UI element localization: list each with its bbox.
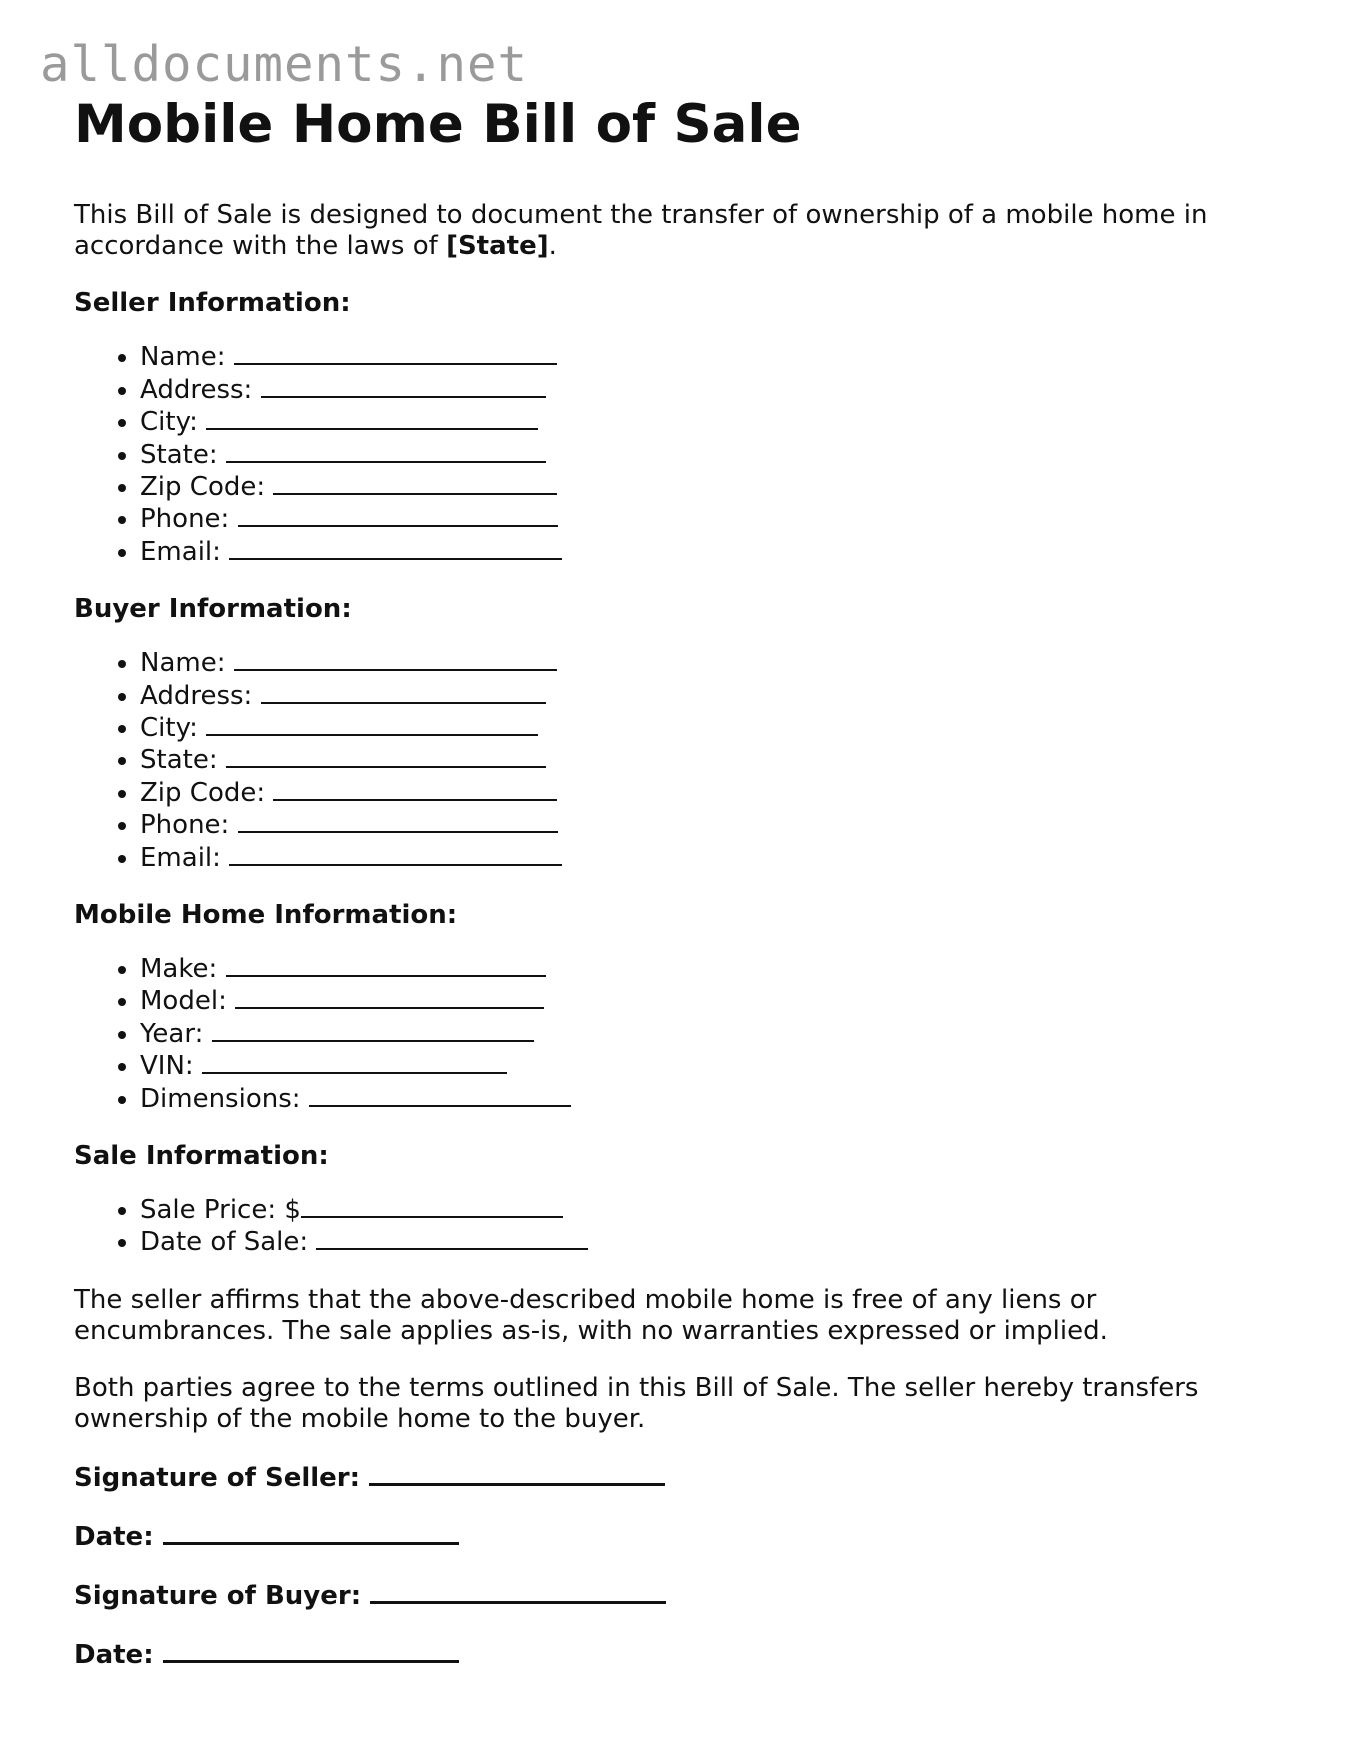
buyer-name-field xyxy=(140,647,1294,679)
seller-city-field xyxy=(140,406,1294,438)
home-year-blank[interactable] xyxy=(212,1018,534,1042)
home-vin-blank[interactable] xyxy=(202,1050,507,1074)
seller-email-field xyxy=(140,536,1294,568)
buyer-date-line xyxy=(74,1638,1294,1671)
field-label: City: xyxy=(140,712,198,743)
seller-address-blank[interactable] xyxy=(261,374,546,398)
state-placeholder: [State] xyxy=(446,231,549,262)
intro-text: This Bill of Sale is designed to document the transfer of ownership of a mobile home in accordance with the laws of xyxy=(74,200,1208,262)
seller-zip-field xyxy=(140,471,1294,503)
field-label: State: xyxy=(140,745,218,776)
watermark: alldocuments.net xyxy=(40,36,529,93)
field-label: Dimensions: xyxy=(140,1083,301,1114)
seller-name-field xyxy=(140,341,1294,373)
field-label: Zip Code: xyxy=(140,777,266,808)
sale-field-list xyxy=(74,1194,1294,1259)
home-model-blank[interactable] xyxy=(235,985,544,1009)
field-label: Make: xyxy=(140,953,218,984)
buyer-city-blank[interactable] xyxy=(206,712,538,736)
field-label: Date of Sale: xyxy=(140,1227,309,1258)
seller-signature-blank[interactable] xyxy=(369,1461,665,1486)
home-make-field xyxy=(140,953,1294,985)
field-label: Name: xyxy=(140,648,226,679)
seller-signature-label: Signature of Seller: xyxy=(74,1462,361,1493)
field-label: Email: xyxy=(140,536,221,567)
buyer-address-blank[interactable] xyxy=(261,680,546,704)
field-label: Name: xyxy=(140,342,226,373)
buyer-signature-label: Signature of Buyer: xyxy=(74,1580,362,1611)
buyer-phone-field xyxy=(140,809,1294,841)
intro-end: . xyxy=(548,231,557,262)
sale-date-field xyxy=(140,1226,1294,1258)
buyer-city-field xyxy=(140,712,1294,744)
sale-date-blank[interactable] xyxy=(316,1226,588,1250)
buyer-date-blank[interactable] xyxy=(163,1638,459,1663)
field-label: Phone: xyxy=(140,504,230,535)
field-label: Sale Price: $ xyxy=(140,1195,301,1226)
field-label: Address: xyxy=(140,680,253,711)
field-label: Address: xyxy=(140,374,253,405)
buyer-field-list xyxy=(74,647,1294,874)
buyer-zip-blank[interactable] xyxy=(273,777,557,801)
affirm-paragraph: The seller affirms that the above-described mobile home is free of any liens or encumbrances. The sale applies as-is, with no warranties expressed or implied. xyxy=(74,1284,1108,1346)
seller-phone-blank[interactable] xyxy=(238,503,558,527)
home-heading: Mobile Home Information: xyxy=(74,899,458,930)
buyer-email-field xyxy=(140,842,1294,874)
seller-signature-line xyxy=(74,1461,1294,1494)
home-model-field xyxy=(140,985,1294,1017)
home-vin-field xyxy=(140,1050,1294,1082)
seller-date-blank[interactable] xyxy=(163,1520,459,1545)
seller-state-field xyxy=(140,439,1294,471)
seller-date-label: Date: xyxy=(74,1521,154,1552)
field-label: Zip Code: xyxy=(140,471,266,502)
agreement-paragraph: Both parties agree to the terms outlined in this Bill of Sale. The seller hereby transfers ownership of the mobile home to the buyer. xyxy=(74,1372,1199,1434)
field-label: City: xyxy=(140,407,198,438)
buyer-date-label: Date: xyxy=(74,1639,154,1670)
document-title: Mobile Home Bill of Sale xyxy=(74,94,802,155)
buyer-signature-blank[interactable] xyxy=(370,1579,666,1604)
seller-zip-blank[interactable] xyxy=(273,471,557,495)
seller-name-blank[interactable] xyxy=(234,341,557,365)
buyer-email-blank[interactable] xyxy=(229,842,562,866)
home-dimensions-field xyxy=(140,1083,1294,1115)
intro-paragraph xyxy=(74,200,1294,262)
field-label: State: xyxy=(140,439,218,470)
buyer-name-blank[interactable] xyxy=(234,647,557,671)
field-label: VIN: xyxy=(140,1051,194,1082)
buyer-state-blank[interactable] xyxy=(226,744,546,768)
seller-state-blank[interactable] xyxy=(226,439,546,463)
buyer-signature-line xyxy=(74,1579,1294,1612)
field-label: Email: xyxy=(140,842,221,873)
field-label: Year: xyxy=(140,1018,204,1049)
seller-phone-field xyxy=(140,503,1294,535)
field-label: Phone: xyxy=(140,810,230,841)
home-field-list xyxy=(74,953,1294,1115)
document-page xyxy=(74,96,1294,1671)
seller-date-line xyxy=(74,1520,1294,1553)
sale-price-blank[interactable] xyxy=(301,1194,563,1218)
buyer-state-field xyxy=(140,744,1294,776)
home-year-field xyxy=(140,1018,1294,1050)
buyer-heading: Buyer Information: xyxy=(74,594,352,625)
seller-field-list xyxy=(74,341,1294,568)
seller-heading: Seller Information: xyxy=(74,288,351,319)
field-label: Model: xyxy=(140,986,227,1017)
buyer-zip-field xyxy=(140,777,1294,809)
seller-city-blank[interactable] xyxy=(206,406,538,430)
seller-address-field xyxy=(140,374,1294,406)
seller-email-blank[interactable] xyxy=(229,536,562,560)
sale-price-field xyxy=(140,1194,1294,1226)
home-dimensions-blank[interactable] xyxy=(309,1083,571,1107)
home-make-blank[interactable] xyxy=(226,953,546,977)
sale-heading: Sale Information: xyxy=(74,1141,329,1172)
buyer-phone-blank[interactable] xyxy=(238,809,558,833)
buyer-address-field xyxy=(140,680,1294,712)
